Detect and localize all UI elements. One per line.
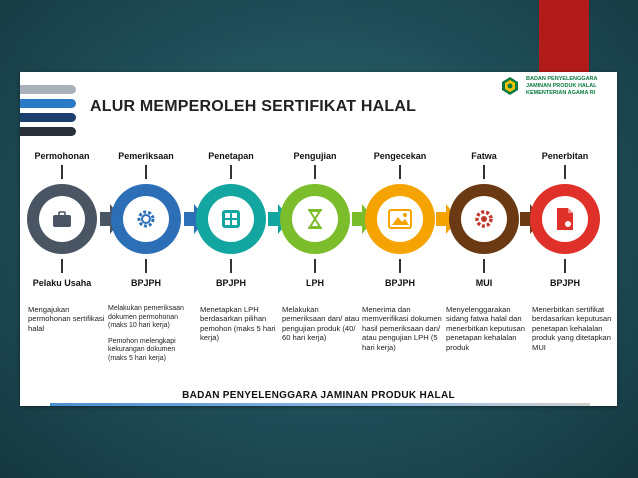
slide-card	[20, 72, 617, 406]
org-label-bpjph: BPJPH	[215, 278, 246, 288]
connector-line	[145, 259, 147, 273]
logo-line-3: KEMENTERIAN AGAMA RI	[526, 90, 596, 96]
stage-label-pemeriksaan: Pemeriksaan	[118, 151, 174, 161]
step-circle-permohonan	[27, 184, 97, 254]
org-label-lph: LPH	[306, 278, 324, 288]
calculator-icon	[220, 208, 242, 230]
red-accent-bar	[539, 0, 589, 76]
step-description-pengecekan	[362, 305, 442, 352]
connector-line	[230, 259, 232, 273]
stage-label-penerbitan: Penerbitan	[541, 151, 589, 161]
step-circle-fatwa	[449, 184, 519, 254]
gear-icon	[472, 207, 496, 231]
stage-label-fatwa: Fatwa	[471, 151, 497, 161]
step-description-pengujian	[282, 305, 362, 343]
org-label-mui: MUI	[475, 278, 493, 288]
step-description-penerbitan	[532, 305, 612, 352]
kemenag-emblem-icon	[500, 76, 520, 96]
connector-line	[61, 259, 63, 273]
connector-line	[399, 259, 401, 273]
connector-line	[399, 165, 401, 179]
desc-subtext: Pemohon melengkapi kekurangan dokumen (maks 5 hari kerja)	[108, 337, 176, 362]
org-label-pelaku-usaha: Pelaku Usaha	[32, 278, 92, 288]
connector-line	[314, 259, 316, 273]
desc-text: Menyelenggarakan sidang fatwa halal dan menerbitkan keputusan penetapan kehalalan produk	[446, 305, 525, 352]
org-label-bpjph: BPJPH	[130, 278, 161, 288]
stage-label-penetapan: Penetapan	[208, 151, 254, 161]
hourglass-icon	[305, 208, 325, 230]
document-icon	[555, 207, 575, 231]
step-circle-pemeriksaan	[111, 184, 181, 254]
footer-divider	[50, 403, 590, 406]
desc-text: Melakukan pemeriksaan dokumen permohonan (maks 10 hari kerja)	[108, 305, 184, 330]
gear-icon	[134, 207, 158, 231]
desc-text: Menetapkan LPH berdasarkan pilihan pemohon (maks 5 hari kerja)	[200, 305, 276, 343]
stage-label-permohonan: Permohonan	[34, 151, 90, 161]
step-description-permohonan	[28, 305, 108, 333]
briefcase-icon	[51, 208, 73, 230]
step-description-pemeriksaan	[108, 305, 188, 364]
logo-line-1: BADAN PENYELENGGARA	[526, 76, 598, 82]
stage-label-pengujian: Pengujian	[293, 151, 337, 161]
desc-text: Menerima dan memverifikasi dokumen hasil pemeriksaan dan/ atau pengujian LPH (5 hari kerja)	[362, 305, 442, 352]
page-title: ALUR MEMPEROLEH SERTIFIKAT HALAL	[90, 98, 417, 115]
connector-line	[483, 259, 485, 273]
image-icon	[388, 209, 412, 229]
connector-line	[61, 165, 63, 179]
step-circle-pengujian	[280, 184, 350, 254]
connector-line	[564, 165, 566, 179]
step-description-fatwa	[446, 305, 526, 352]
step-circle-penetapan	[196, 184, 266, 254]
connector-line	[230, 165, 232, 179]
connector-line	[483, 165, 485, 179]
connector-line	[564, 259, 566, 273]
org-label-bpjph: BPJPH	[549, 278, 580, 288]
footer-title: BADAN PENYELENGGARA JAMINAN PRODUK HALAL	[182, 390, 455, 401]
stage-label-pengecekan: Pengecekan	[373, 151, 427, 161]
desc-text: Melakukan pemeriksaan dan/ atau pengujian produk (40/ 60 hari kerja)	[282, 305, 360, 343]
step-circle-pengecekan	[365, 184, 435, 254]
desc-text: Menerbitkan sertifikat berdasarkan keputusan penetapan kehalalan produk yang ditetapkan MUI	[532, 305, 612, 352]
connector-line	[145, 165, 147, 179]
connector-line	[314, 165, 316, 179]
org-label-bpjph: BPJPH	[384, 278, 415, 288]
step-circle-penerbitan	[530, 184, 600, 254]
desc-text: Mengajukan permohonan sertifikasi halal	[28, 305, 105, 333]
decorative-stripes	[20, 85, 76, 141]
bpjph-logo	[498, 74, 616, 104]
step-description-penetapan	[200, 305, 280, 343]
logo-line-2: JAMINAN PRODUK HALAL	[526, 83, 597, 89]
